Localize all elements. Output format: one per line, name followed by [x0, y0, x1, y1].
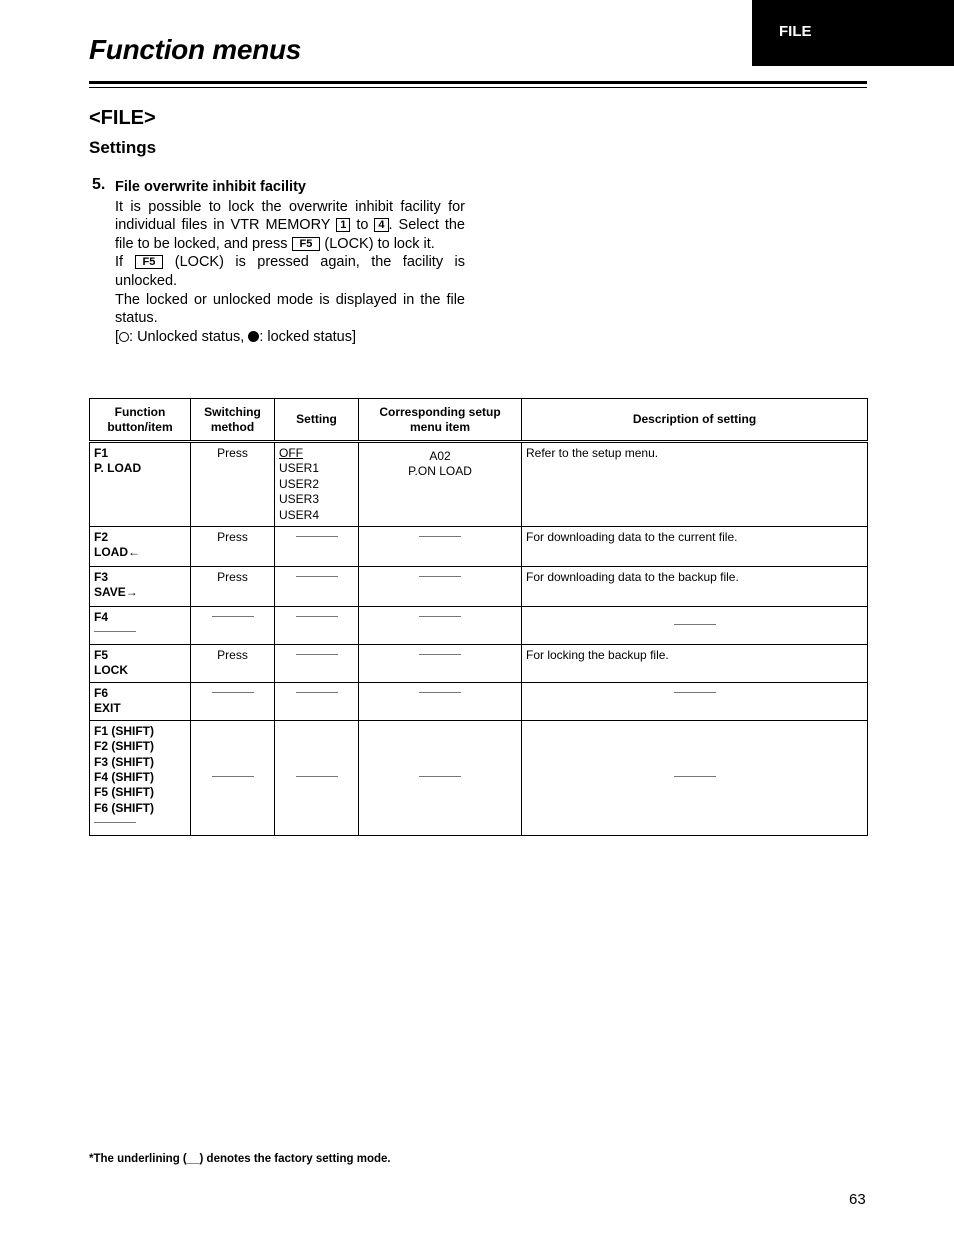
table-row	[90, 527, 868, 567]
dash-mark	[419, 654, 461, 655]
cell-function: F4	[90, 607, 191, 645]
section-title: <FILE>	[89, 107, 156, 129]
text-run: If	[115, 254, 135, 271]
dash-mark	[674, 776, 716, 777]
cell-function: F3 SAVE→	[90, 567, 191, 607]
dash-mark	[212, 692, 254, 693]
dash-mark	[296, 692, 338, 693]
dash-mark	[419, 776, 461, 777]
cell-description: For downloading data to the current file.	[522, 527, 868, 567]
item-paragraph-3: The locked or unlocked mode is displayed in the file status.	[115, 291, 465, 327]
header-setting: Setting	[275, 399, 359, 442]
header-switching: Switching method	[191, 399, 275, 442]
cell-description: Refer to the setup menu.	[522, 442, 868, 527]
cell-setting	[275, 645, 359, 683]
cell-setting: OFF USER1 USER2 USER3 USER4	[275, 442, 359, 527]
table-row	[90, 645, 868, 683]
dash-mark	[212, 776, 254, 777]
item-paragraph-4	[115, 328, 465, 347]
title-rule-thin	[89, 87, 867, 88]
cell-method	[191, 682, 275, 720]
footnote: *The underlining (__) denotes the factory setting mode.	[89, 1153, 391, 1165]
cell-setup: A02 P.ON LOAD	[359, 442, 522, 527]
cell-setup	[359, 527, 522, 567]
cell-setup	[359, 567, 522, 607]
cell-method	[191, 720, 275, 835]
cell-setting	[275, 607, 359, 645]
cell-setting	[275, 720, 359, 835]
key-f5-icon: F5	[292, 237, 321, 251]
cell-function: F5 LOCK	[90, 645, 191, 683]
dash-mark	[94, 631, 136, 632]
cell-setting	[275, 567, 359, 607]
table-header-row	[90, 399, 868, 442]
cell-description: For downloading data to the backup file.	[522, 567, 868, 607]
cell-setup	[359, 682, 522, 720]
cell-method: Press	[191, 442, 275, 527]
item-number: 5.	[92, 176, 106, 193]
cell-description	[522, 720, 868, 835]
cell-method	[191, 607, 275, 645]
cell-description: For locking the backup file.	[522, 645, 868, 683]
item-title: File overwrite inhibit facility	[115, 179, 306, 195]
table-row	[90, 607, 868, 645]
header-description: Description of setting	[522, 399, 868, 442]
cell-function: F2 LOAD←	[90, 527, 191, 567]
text-run: It is possible to lock the overwrite inhibit facility for individual files in VTR MEMORY	[115, 198, 465, 234]
section-tab-label: FILE	[779, 23, 812, 40]
text-run: : locked status]	[259, 328, 357, 345]
cell-description	[522, 682, 868, 720]
text-run: : Unlocked status,	[129, 328, 249, 345]
table-row	[90, 442, 868, 527]
dash-mark	[419, 576, 461, 577]
cell-method: Press	[191, 645, 275, 683]
dash-mark	[296, 776, 338, 777]
item-overwrite-inhibit	[115, 178, 465, 346]
key-1-icon: 1	[336, 218, 350, 232]
text-run: (LOCK) to lock it.	[320, 235, 435, 252]
text-run: . Select the file to be locked, and press	[115, 217, 465, 252]
dash-mark	[296, 536, 338, 537]
text-run: (LOCK) is pressed again, the facility is unlocked.	[115, 254, 465, 289]
dash-mark	[419, 536, 461, 537]
cell-setup	[359, 720, 522, 835]
table-row	[90, 720, 868, 835]
header-setup: Corresponding setup menu item	[359, 399, 522, 442]
dash-mark	[674, 692, 716, 693]
dash-mark	[296, 654, 338, 655]
text-run: [	[115, 328, 120, 345]
cell-function: F6 EXIT	[90, 682, 191, 720]
dash-mark	[296, 616, 338, 617]
dash-mark	[419, 692, 461, 693]
cell-function: F1 (SHIFT) F2 (SHIFT) F3 (SHIFT) F4 (SHIFT) F5 (SHIFT) F6 (SHIFT)	[90, 720, 191, 835]
cell-setting	[275, 527, 359, 567]
key-4-icon: 4	[374, 218, 388, 232]
key-f5-icon: F5	[135, 255, 164, 269]
cell-function: F1 P. LOAD	[90, 442, 191, 527]
unlocked-circle-icon	[119, 332, 129, 342]
dash-mark	[296, 576, 338, 577]
title-rule-thick	[89, 81, 867, 84]
locked-circle-icon	[248, 331, 259, 342]
function-table	[89, 398, 868, 836]
cell-description	[522, 607, 868, 645]
dash-mark	[674, 624, 716, 625]
cell-method: Press	[191, 527, 275, 567]
dash-mark	[212, 616, 254, 617]
table-row	[90, 682, 868, 720]
item-paragraph-1	[115, 198, 465, 254]
subsection-title: Settings	[89, 138, 157, 157]
cell-setup	[359, 645, 522, 683]
header-function: Function button/item	[90, 399, 191, 442]
section-tab	[752, 0, 954, 66]
dash-mark	[419, 616, 461, 617]
table-row	[90, 567, 868, 607]
cell-method: Press	[191, 567, 275, 607]
item-paragraph-2	[115, 253, 465, 290]
cell-setup	[359, 607, 522, 645]
cell-setting	[275, 682, 359, 720]
page-number: 63	[849, 1191, 866, 1208]
page-title: Function menus	[89, 34, 302, 65]
dash-mark	[94, 822, 136, 823]
text-run: to	[350, 217, 375, 234]
